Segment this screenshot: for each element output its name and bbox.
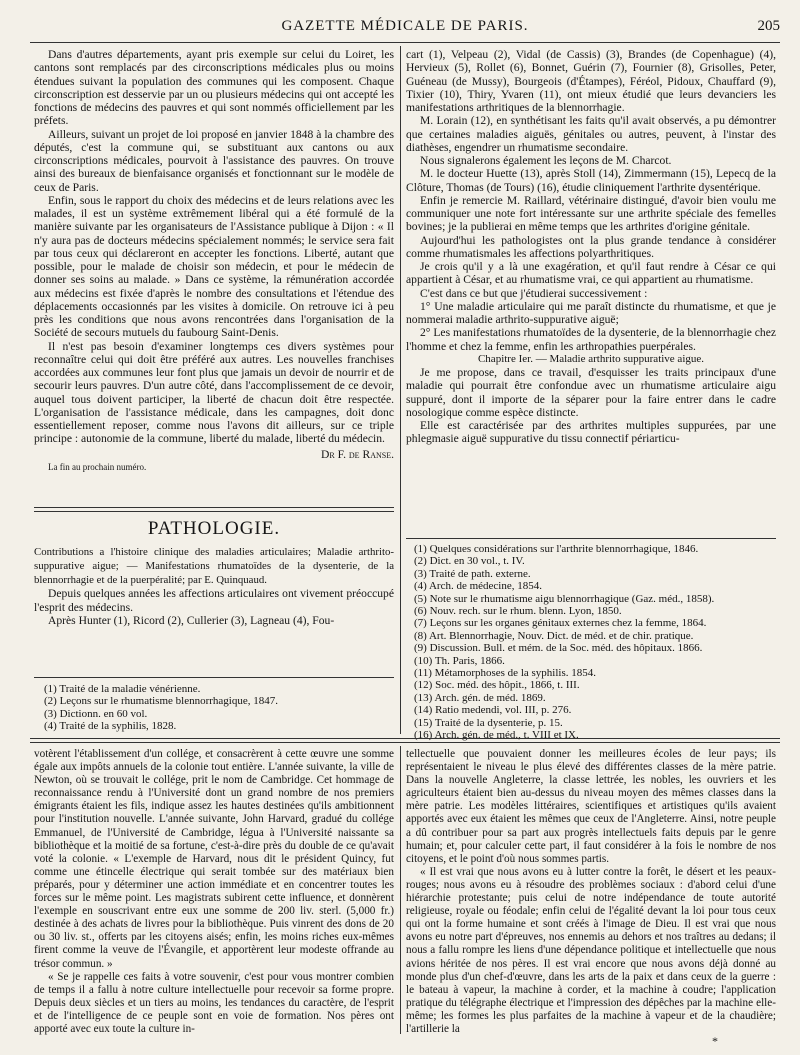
footnote-rule (406, 538, 776, 539)
footnote: (4) Arch. de médecine, 1854. (414, 580, 542, 593)
footnote: (1) Quelques considérations sur l'arthrite blennorrhagique, 1846. (414, 543, 699, 555)
footnote: (1) Traité de la maladie vénérienne. (44, 683, 201, 695)
footnote: (11) Métamorphoses de la syphilis. 1854. (414, 667, 596, 680)
paragraph: Elle est caractérisée par des arthrites multiples suppurées, par une phlegmasie aiguë suppurative du tissu connectif périarticu- (406, 419, 776, 446)
paragraph: Ailleurs, suivant un projet de loi proposé en janvier 1848 à la chambre des députés, c'est la commune qui, se substituant aux cantons ou aux circonscriptions médicales, pourvoit à l'assistance des pauvres. On trouve ainsi des bureaux de bienfaisance organisés et fonctionnant sur le modèle de ceux de Paris. (34, 127, 394, 194)
footnote: (8) Art. Blennorrhagie, Nouv. Dict. de méd. et de chir. pratique. (414, 629, 694, 642)
paragraph: « Il est vrai que nous avons eu à lutter contre la forêt, le désert et les peaux-rouges; nous avons eu à résoudre des problèmes sociaux : d'abord celui d'une hiérarchie protestante; puis celui de notre indépendance de toute autorité religieuse, royale ou féodale; enfin celui de l'égalité devant la loi pour tous ceux qui ont la forme humaine et sont créés à l'image de Dieu. Il est vrai que nous avons eu notre part d'épreuves, nos ennemis au dehors et nos traîtres au dedans; il nous a fallu rompre les liens d'une dépendance politique et intellectuelle que nous avions héritée de nos pères. Il est vrai encore que nous avons déjà donné au monde plus d'un chef-d'œuvre, dans les arts de la paix et dans ceux de la guerre : le bateau à vapeur, la machine à corder, et la machine à coudre; l'application pratique du télégraphe électrique et l'impression des dépêches par la machine elle-même; les formes les plus parfaites de la machine à vapeur et de la chaudière; l'artillerie la (406, 865, 776, 1035)
footnote: (6) Nouv. rech. sur le rhum. blenn. Lyon, 1850. (414, 605, 622, 618)
paragraph: Dans d'autres départements, ayant pris exemple sur celui du Loiret, les cantons sont remplacés par des circonscriptions médicales plus ou moins étendues suivant la population des communes qui les composent. Chaque circonscription est desservie par un ou plusieurs médecins qui ont accepté les fonctions de médecins des pauvres et qui sont nommés officiellement par les préfets. (34, 48, 394, 128)
footnote: (2) Dict. en 30 vol., t. IV. (414, 555, 525, 568)
footnote: (12) Soc. méd. des hôpit., 1866, t. III. (414, 679, 580, 692)
footnote-rule (34, 677, 394, 678)
left-footnotes (44, 683, 394, 733)
footnote: (13) Arch. gén. de méd. 1869. (414, 691, 546, 704)
footnote: (5) Note sur le rhumatisme aigu blennorrhagique (Gaz. méd., 1858). (414, 592, 715, 605)
paragraph: Depuis quelques années les affections articulaires ont vivement préoccupé l'esprit des médecins. (34, 587, 394, 614)
bottom-right-column (406, 748, 776, 1036)
footnote: (3) Traité de path. externe. (414, 567, 531, 580)
paragraph: Je me propose, dans ce travail, d'esquisser les traits principaux d'une maladie qui pourrait être confondue avec un rhumatisme articulaire aigu suppuré, dont il importe de la séparer pour la faire entrer dans le cadre nosologique comme espèce distincte. (406, 366, 776, 419)
footnote: (9) Discussion. Bull. et mém. de la Soc. méd. des hôpitaux. 1866. (414, 642, 703, 655)
footnote: (16) Arch. gén. de méd., t. VIII et IX. (414, 729, 579, 742)
paragraph: Après Hunter (1), Ricord (2), Cullerier (3), Lagneau (4), Fou- (48, 613, 335, 627)
page-header (30, 18, 780, 40)
signature: Dr F. de Ranse. (320, 447, 394, 461)
footnote: (10) Th. Paris, 1866. (414, 654, 505, 667)
footnote: (7) Leçons sur les organes génitaux externes chez la femme, 1864. (414, 617, 707, 630)
paragraph: Enfin, sous le rapport du choix des médecins et de leurs relations avec les malades, il est un système extrêmement libéral qui a été formulé de la manière suivante par les organisateurs de l'Assistance publique à Dijon : « Il n'y aura pas de docteurs médecins spécialement nommés; le service sera fait par tous ceux qui déclareront en accepter les fonctions. Liberté, autant que possible, pour le malade de choisir son médecin, et pour le médecin de donner ses soins au malade. » Dans ce système, la rémunération accordée aux médecins est fixée d'après le nombre des consultations et l'étendue des déplacements occasionnés par les visites à domicile. On retrouve ici à peu près les conditions que nous avons rencontrées dans l'organisation de la Société de secours mutuels du faubourg Saint-Denis. (34, 193, 394, 340)
paragraph: 2° Les manifestations rhumatoïdes de la dysenterie, de la blennorrhagie chez l'homme et chez la femme, enfin les arthropathies puerpérales. (406, 326, 776, 353)
footnote: (14) Ratio medendi, vol. III, p. 276. (414, 704, 572, 717)
footnote: (4) Traité de la syphilis, 1828. (44, 720, 177, 733)
paragraph: votèrent l'établissement d'un collége, et consacrèrent à cette œuvre une somme égale aux impôts annuels de la colonie tout entière. L'année suivante, la ville de Newton, où se trouvait le collége, prit le nom de Cambridge. Cet hommage de reconnaissance rendu à l'Université dont un grand nombre de nos premiers émigrants étaient les fils, indique assez les hautes destinées qu'ils ambitionnent pour l'institution nouvelle. L'année suivante, John Harvard, gradué du collége Emmanuel, de l'Université de Cambridge, légua à l'Université naissante sa bibliothèque et la moitié de sa fortune, c'est-à-dire près du double de ce qu'avait voté la colonie. « L'exemple de Harvard, nous dit le président Quincy, fut comme une étincelle électrique qui serait tombée sur des matériaux bien préparés, pour y déterminer une action immédiate et en concentrer toutes les forces sur le même point. Les magistrats subirent cette influence, et donnèrent l'exemple en souscrivant entre eux une somme de 200 liv. sterl. (5,000 fr.) destinée à des achats de livres pour la bibliothèque. Puis vinrent des dons de 20 ou 30 liv. st., offerts par les citoyens aisés; enfin, les moins riches eux-mêmes firent comme la veuve de l'Évangile, et apportèrent leur modeste offrande au trésor commun. » (34, 748, 394, 970)
paragraph: cart (1), Velpeau (2), Vidal (de Cassis) (3), Brandes (de Copenhague) (4), Hervieux (5), Rollet (6), Bonnet, Guérin (7), Fournier (8), Grisolles, Peter, Guéneau (de Mussy), Bourgeois (d'Étampes), Féréol, Pidoux, Chauffard (9), Tixier (10), Thiry, Yvaren (11), ont mieux étudié que leurs devanciers les manifestations arthritiques de la blennorrhagie. (406, 48, 776, 114)
paragraph: Enfin je remercie M. Raillard, vétérinaire distingué, d'avoir bien voulu me communiquer une note fort intéressante sur une arthrite spéciale des femelles bovines; je la publierai en même temps que les arthrites d'origine génitale. (406, 193, 776, 234)
footnote: (15) Traité de la dysenterie, p. 15. (414, 716, 563, 729)
paragraph: 1° Une maladie articulaire qui me paraît distincte du rhumatisme, et que je nommerai maladie arthrito-suppurative aiguë; (406, 299, 776, 326)
right-column (406, 48, 776, 446)
journal-title: GAZETTE MÉDICALE DE PARIS. (281, 18, 529, 34)
article-title: Contributions a l'histoire clinique des maladies articulaires; Maladie arthrito-suppurative aigue; — Manifestations rhumatoïdes de la dysenterie, de la blennorrhagie et de la puerpéralité; par E. Quinquaud. (34, 546, 394, 587)
continued-note: La fin au prochain numéro. (48, 461, 147, 472)
paragraph: « Se je rappelle ces faits à votre souvenir, c'est pour vous montrer combien de temps il a fallu à notre culture intellectuelle pour recevoir sa forme propre. Depuis deux siècles et un tiers au moins, les tendances du caractère, de l'esprit et de l'intelligence de ce peuple sont en voie de formation. Nos pères ont apporté avec eux toute la culture in- (34, 970, 394, 1035)
paragraph: Je crois qu'il y a là une exagération, et qu'il faut rendre à César ce qui appartient à César, et au rhumatisme vrai, ce qui appartient au rhumatisme. (406, 260, 776, 287)
footnote: (2) Leçons sur le rhumatisme blennorrhagique, 1847. (44, 695, 278, 708)
pathologie-section (34, 520, 394, 627)
end-mark: * (712, 1034, 718, 1048)
paragraph: tellectuelle que pouvaient donner les meilleures écoles de leur pays; ils représentaient le niveau le plus élevé des différentes classes de la mère patrie. Dans la nouvelle Angleterre, la classe lettrée, les nobles, les ouvriers et les agriculteurs étaient bien au-dessus du niveau moyen des mêmes classes dans la mère patrie. Les modèles littéraires, scientifiques et artistiques qu'ils avaient apportés avec eux étaient les mêmes que ceux de l'Angleterre. Ainsi, notre peuple a dû contribuer pour sa part aux progrès intellectuels faits depuis par le genre humain; et, pour calculer cette part, il faut considérer à la fois le nombre de nos citoyens, et le point d'où nous sommes partis. (406, 748, 776, 865)
right-footnotes (414, 543, 776, 742)
section-title: PATHOLOGIE. (147, 518, 281, 539)
feuilleton-divider (30, 738, 780, 743)
chapter-heading: Chapitre Ier. — Maladie arthrito suppurative aigue. (477, 352, 705, 365)
column-divider-top (400, 46, 401, 734)
page-number: 205 (757, 18, 780, 34)
paragraph: M. Lorain (12), en synthétisant les faits qu'il avait observés, a pu démontrer que certaines maladies aiguës, génitales ou autres, peuvent, à l'instar des diathèses, engendrer un rhumatisme secondaire. (406, 114, 776, 154)
paragraph: C'est dans ce but que j'étudierai successivement : (420, 286, 648, 300)
header-rule (30, 42, 780, 43)
bottom-left-column (34, 748, 394, 1036)
paragraph: Il n'est pas besoin d'examiner longtemps ces divers systèmes pour reconnaître celui qui doit être préféré aux autres. Les nouvelles franchises accordées aux communes leur font plus que jamais un devoir de nourrir et de secourir leurs pauvres. D'un autre côté, dans l'accomplissement de ce devoir, auquel tous doivent participer, la liberté de chacun doit être respectée. L'organisation de l'assistance médicale, dans les campagnes, doit donc essentiellement reposer, comme nous l'avons dit ailleurs, sur ce triple principe : autonomie de la commune, liberté du malade, liberté du médecin. (34, 339, 394, 446)
paragraph: Aujourd'hui les pathologistes ont la plus grande tendance à considérer comme rhumatismales les affections polyarthritiques. (406, 233, 776, 260)
column-divider-bottom (400, 746, 401, 1034)
left-column (34, 48, 394, 474)
section-divider (34, 507, 394, 512)
paragraph: Nous signalerons également les leçons de M. Charcot. (420, 154, 672, 167)
footnote: (3) Dictionn. en 60 vol. (44, 707, 148, 720)
paragraph: M. le docteur Huette (13), après Stoll (14), Zimmermann (15), Lepecq de la Clôture, Thomas (de Tours) (16), étudie cliniquement l'arthrite dysentérique. (406, 167, 776, 194)
